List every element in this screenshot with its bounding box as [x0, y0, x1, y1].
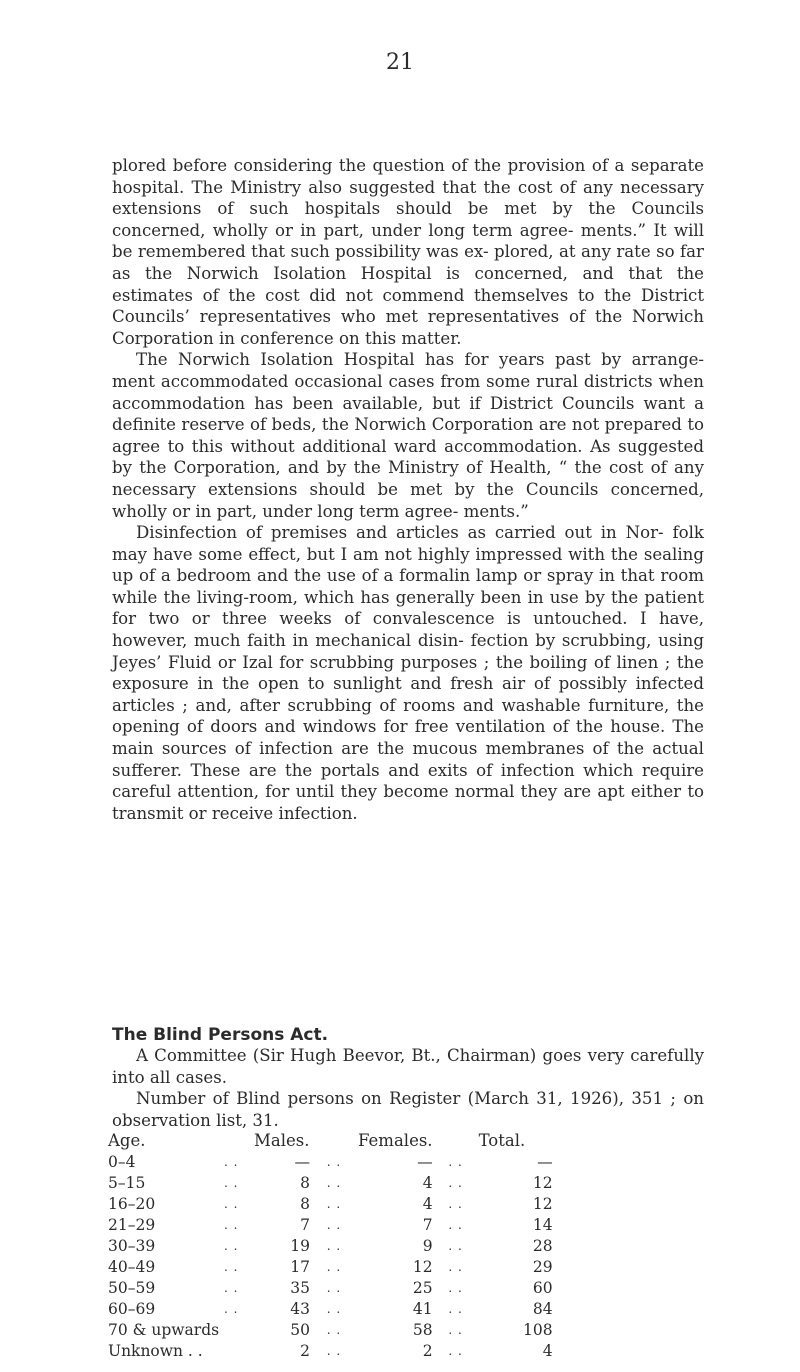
header-spacer — [433, 1130, 479, 1151]
cell-leader: . . — [448, 1260, 463, 1275]
paragraph: Disinfection of premises and articles as carried out in Nor- folk may have some effect, but I am not highly impressed with the sealing up of a bedroom and the use of a formalin lamp or spray in that room while the living-room, which has generally been in use by the patient for two or three weeks of convalescence is untouched. I have, however, much faith in mechanical disin- fection by scrubbing, using Jeyes’ Fluid or Izal for scrubbing purposes ; the boiling of linen ; the exposure in the open to sunlight and fresh air of possibly infected articles ; and, after scrubbing of rooms and washable furniture, the opening of doors and windows for free ventilation of the house. The main sources of infection are the mucous membranes of the actual sufferer. These are the portals and exits of infection which require careful attention, for until they become normal they are apt either to transmit or receive infection. — [112, 523, 704, 823]
cell-leader: . . — [326, 1302, 342, 1317]
cell-females: — — [417, 1152, 433, 1171]
header-spacer — [224, 1130, 254, 1151]
cell-age: 40–49 — [108, 1258, 156, 1277]
cell-leader: . . — [224, 1238, 239, 1253]
cell-leader: . . — [326, 1175, 342, 1190]
cell-males: 43 — [290, 1300, 310, 1319]
table-row — [108, 1256, 553, 1277]
cell-males: 50 — [290, 1321, 310, 1340]
header-age: Age. — [108, 1131, 146, 1150]
cell-leader: . . — [326, 1217, 342, 1232]
page-number: 21 — [386, 50, 414, 75]
table-row — [108, 1278, 553, 1299]
cell-males: 35 — [290, 1279, 310, 1298]
cell-males: 8 — [300, 1173, 310, 1192]
table-row — [108, 1235, 553, 1256]
body-text — [112, 155, 704, 824]
cell-females: 41 — [412, 1300, 433, 1319]
cell-total: 4 — [542, 1342, 553, 1361]
header-males: Males. — [254, 1131, 310, 1150]
cell-females: 58 — [412, 1321, 433, 1340]
section-heading: The Blind Persons Act. — [112, 1025, 329, 1045]
cell-leader: . . — [224, 1260, 239, 1275]
cell-females: 12 — [412, 1258, 433, 1277]
table-row — [108, 1172, 553, 1193]
cell-leader: . . — [448, 1323, 463, 1338]
cell-leader: . . — [224, 1175, 239, 1190]
table-row — [108, 1193, 553, 1214]
paragraph: A Committee (Sir Hugh Beevor, Bt., Chairman) goes very carefully into all cases. — [112, 1046, 704, 1087]
cell-total: 108 — [522, 1321, 553, 1340]
cell-leader: . . — [224, 1281, 239, 1296]
paragraph: plored before considering the question of the provision of a separate hospital. The Ministry also suggested that the cost of any necessary extensions of such hospitals should be met by the Councils concerned, wholly or in part, under long term agree- ments.” It will be remembered that such possibility was ex- plored, at any rate so far as the Norwich Isolation Hospital is concerned, and that the estimates of the cost did not commend themselves to the District Councils’ representatives who met representatives of the Norwich Corporation in conference on this matter. — [112, 156, 704, 348]
cell-total: 60 — [532, 1279, 553, 1298]
cell-total: — — [537, 1152, 553, 1171]
cell-age: 0–4 — [108, 1152, 136, 1171]
cell-females: 25 — [412, 1279, 433, 1298]
table-row — [108, 1151, 553, 1172]
cell-leader: . . — [448, 1154, 463, 1169]
cell-males: — — [294, 1152, 310, 1171]
cell-total: 84 — [532, 1300, 553, 1319]
cell-leader: . . — [224, 1217, 239, 1232]
cell-leader: . . — [326, 1260, 342, 1275]
cell-age: 16–20 — [108, 1194, 156, 1213]
header-total: Total. — [478, 1131, 526, 1150]
cell-leader: . . — [448, 1344, 463, 1359]
cell-leader: . . — [326, 1281, 342, 1296]
cell-total: 14 — [532, 1215, 553, 1234]
cell-females: 4 — [422, 1173, 433, 1192]
cell-females: 4 — [422, 1194, 433, 1213]
cell-leader: . . — [448, 1175, 463, 1190]
table-row — [108, 1320, 553, 1341]
header-spacer — [310, 1130, 358, 1151]
cell-females: 7 — [422, 1215, 433, 1234]
cell-age: 5–15 — [108, 1173, 146, 1192]
cell-age: Unknown . . — [108, 1342, 203, 1361]
cell-leader: . . — [224, 1154, 239, 1169]
header-females: Females. — [358, 1131, 433, 1150]
cell-males: 17 — [290, 1258, 310, 1277]
cell-leader — [224, 1320, 254, 1341]
cell-leader — [224, 1341, 254, 1362]
cell-total: 28 — [532, 1236, 553, 1255]
cell-leader: . . — [224, 1196, 239, 1211]
cell-leader: . . — [448, 1281, 463, 1296]
cell-males: 7 — [300, 1215, 310, 1234]
cell-age: 70 & upwards — [108, 1321, 220, 1340]
paragraph: The Norwich Isolation Hospital has for years past by arrange- ment accommodated occasional cases from some rural districts when accommodation has been available, but if District Councils want a definite reserve of beds, the Norwich Corporation are not prepared to agree to this without additional ward accommodation. As suggested by the Corporation, and by the Ministry of Health, “ the cost of any necessary extensions should be met by the Councils concerned, wholly or in part, under long term agree- ments.” — [112, 350, 704, 521]
cell-total: 12 — [532, 1173, 553, 1192]
cell-age: 50–59 — [108, 1279, 156, 1298]
table-row — [108, 1214, 553, 1235]
cell-leader: . . — [326, 1196, 342, 1211]
cell-males: 2 — [300, 1342, 310, 1361]
cell-leader: . . — [448, 1217, 463, 1232]
cell-age: 30–39 — [108, 1236, 156, 1255]
paragraph: Number of Blind persons on Register (March 31, 1926), 351 ; on observation list, 31. — [112, 1089, 704, 1130]
cell-leader: . . — [224, 1302, 239, 1317]
cell-males: 19 — [290, 1236, 310, 1255]
cell-leader: . . — [326, 1323, 342, 1338]
cell-age: 21–29 — [108, 1215, 156, 1234]
cell-males: 8 — [300, 1194, 310, 1213]
cell-leader: . . — [326, 1344, 342, 1359]
cell-leader: . . — [448, 1302, 463, 1317]
table-row — [108, 1341, 553, 1362]
cell-leader: . . — [326, 1238, 342, 1253]
cell-females: 9 — [422, 1236, 433, 1255]
cell-females: 2 — [422, 1342, 433, 1361]
cell-total: 29 — [532, 1258, 553, 1277]
cell-leader: . . — [448, 1196, 463, 1211]
cell-leader: . . — [448, 1238, 463, 1253]
cell-total: 12 — [532, 1194, 553, 1213]
section-text — [112, 1045, 704, 1131]
table-header-row — [108, 1130, 553, 1151]
blind-persons-table — [108, 1130, 553, 1362]
cell-age: 60–69 — [108, 1300, 156, 1319]
table-row — [108, 1299, 553, 1320]
cell-leader: . . — [326, 1154, 342, 1169]
